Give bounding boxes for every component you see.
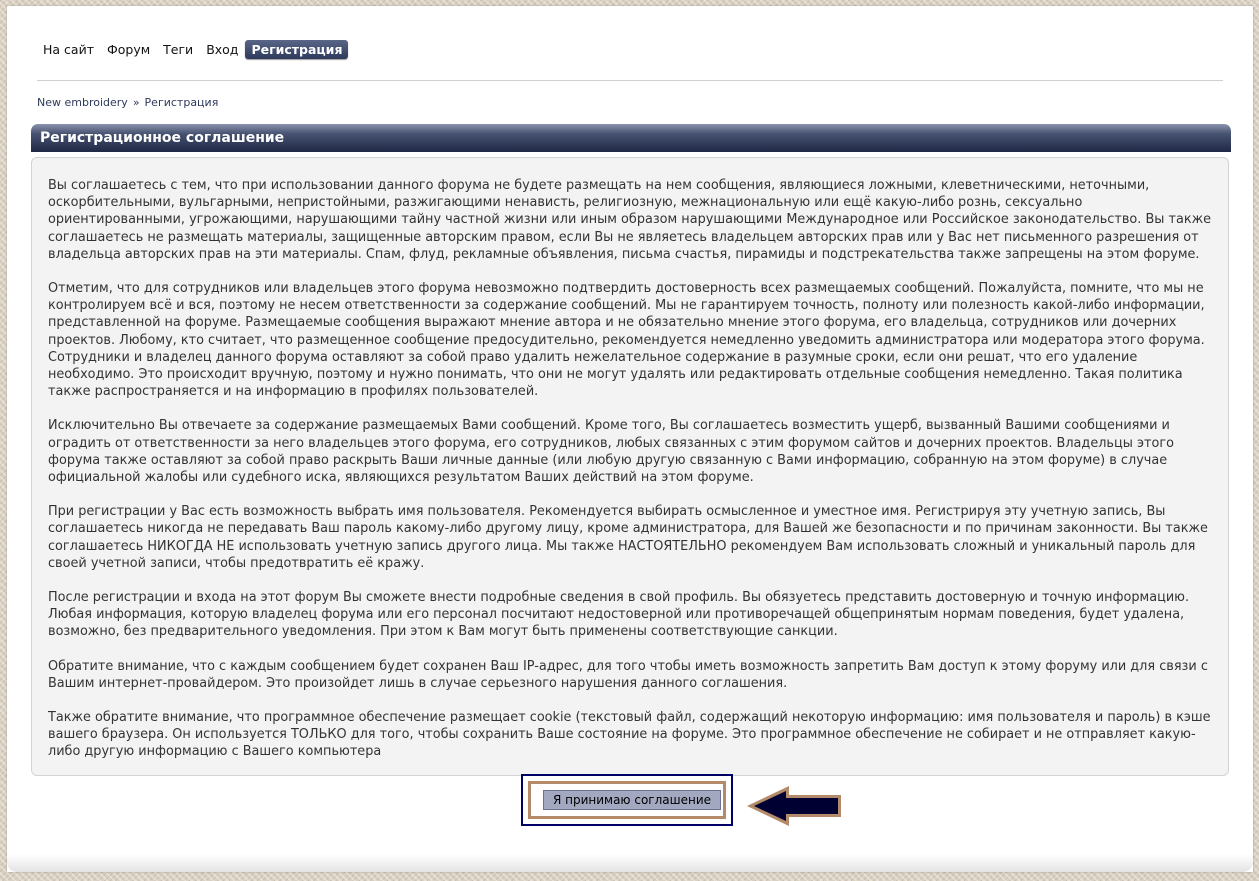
top-nav [37, 40, 349, 59]
nav-link-login[interactable]: Вход [206, 42, 239, 57]
agreement-paragraph: Также обратите внимание, что программное обеспечение размещает cookie (текстовый файл, содержащий некоторую информацию: имя пользователя и пароль) в кэше вашего браузера. Он используется ТОЛЬКО для того, чтобы сохранить Ваше состояние на форуме. Это программное обеспечение не собирает и не отправляет какую-либо другую информацию с Вашего компьютера [48, 710, 1211, 760]
breadcrumb-home-link[interactable]: New embroidery [37, 96, 128, 109]
divider [37, 80, 1223, 81]
agreement-paragraph: Вы соглашаетесь с тем, что при использовании данного форума не будете размещать на нем сообщения, являющиеся ложными, клеветническими, неточными, оскорбительными, вульгарными, непристойными, разжигающими ненависть, религиозную, межнациональную или ещё какую-либо рознь, сексуально ориентированными, угрожающими, нарушающими тайну частной жизни или иным образом нарушающими Международное или Российское законодательство. Вы также соглашаетесь не размещать материалы, защищенные авторским правом, если Вы не являетесь владельцем авторских прав или у Вас нет письменного разрешения от владельца авторских прав на эти материалы. Спам, флуд, рекламные объявления, письма счастья, пирамиды и подстрекательства также запрещены на этом форуме. [48, 178, 1212, 262]
agreement-text [31, 157, 1229, 776]
agreement-paragraph: При регистрации у Вас есть возможность выбрать имя пользователя. Рекомендуется выбирать осмысленное и уместное имя. Регистрируя эту учетную запись, Вы соглашаетесь никогда не передавать Ваш пароль какому-либо другому лицу, кроме администратора, для Вашей же безопасности и по причинам законности. Вы также соглашаетесь НИКОГДА НЕ использовать учетную запись другого лица. Мы также НАСТОЯТЕЛЬНО рекомендуем Вам использовать сложный и уникальный пароль для своей учетной записи, чтобы предотвратить её кражу. [48, 504, 1208, 571]
breadcrumb [37, 96, 218, 109]
nav-link-forum[interactable]: Форум [106, 42, 151, 57]
accept-highlight-inner [528, 781, 726, 819]
panel-header [31, 124, 1231, 152]
left-arrow-icon [745, 784, 843, 828]
page-footer-edge [7, 854, 1253, 872]
page [7, 6, 1253, 872]
nav-link-register[interactable]: Регистрация [245, 40, 348, 59]
breadcrumb-current[interactable]: Регистрация [144, 96, 219, 109]
nav-link-site[interactable]: На сайт [43, 42, 94, 57]
agreement-paragraph: Отметим, что для сотрудников или владельцев этого форума невозможно подтвердить достоверность всех размещаемых сообщений. Пожалуйста, помните, что мы не контролируем всё и вся, поэтому не несем ответственности за содержание сообщений. Мы не гарантируем точность, полноту или полезность какой-либо информации, представленной на форуме. Размещаемые сообщения выражают мнение автора и не обязательно мнение этого форума, его владельца, сотрудников или дочерних проектов. Любому, кто считает, что размещенное сообщение предосудительно, рекомендуется немедленно уведомить администратора или модератора этого форума. Сотрудники и владелец данного форума оставляют за собой право удалить нежелательное содержание в разумные сроки, если они решат, что его удаление необходимо. Это происходит вручную, поэтому и нужно понимать, что они не могут удалять или редактировать отдельные сообщения немедленно. Такая политика также распространяется и на информацию в профилях пользователей. [48, 281, 1205, 400]
accept-agreement-button[interactable]: Я принимаю соглашение [543, 790, 721, 810]
breadcrumb-separator: » [132, 96, 140, 109]
accept-highlight-frame [521, 774, 733, 826]
agreement-paragraph: После регистрации и входа на этот форум Вы сможете внести подробные сведения в свой профиль. Вы обязуетесь представить достоверную и точную информацию. Любая информация, которую владелец форума или его персонал посчитают недостоверной или противоречащей общепринятым нормам поведения, будет удалена, возможно, без предварительного уведомления. При этом к Вам могут быть применены соответствующие санкции. [48, 590, 1190, 640]
nav-link-tags[interactable]: Теги [163, 42, 194, 57]
panel-title: Регистрационное соглашение [40, 130, 285, 146]
agreement-paragraph: Обратите внимание, что с каждым сообщением будет сохранен Ваш IP-адрес, для того чтобы иметь возможность запретить Вам доступ к этому форуму или для связи с Вашим интернет-провайдером. Это произойдет лишь в случае серьезного нарушения данного соглашения. [48, 658, 1208, 691]
agreement-paragraph: Исключительно Вы отвечаете за содержание размещаемых Вами сообщений. Кроме того, Вы соглашаетесь возместить ущерб, вызванный Вашими сообщениями и оградить от ответственности за него владельцев этого форума, его сотрудников, любых связанных с этим форумом сайтов и дочерних проектов. Владельцы этого форума также оставляют за собой право раскрыть Ваши личные данные (или любую другую связанную с Вами информацию, собранную на этом форуме) в случае официальной жалобы или судебного иска, являющихся результатом Ваших действий на этом форуме. [48, 418, 1174, 486]
